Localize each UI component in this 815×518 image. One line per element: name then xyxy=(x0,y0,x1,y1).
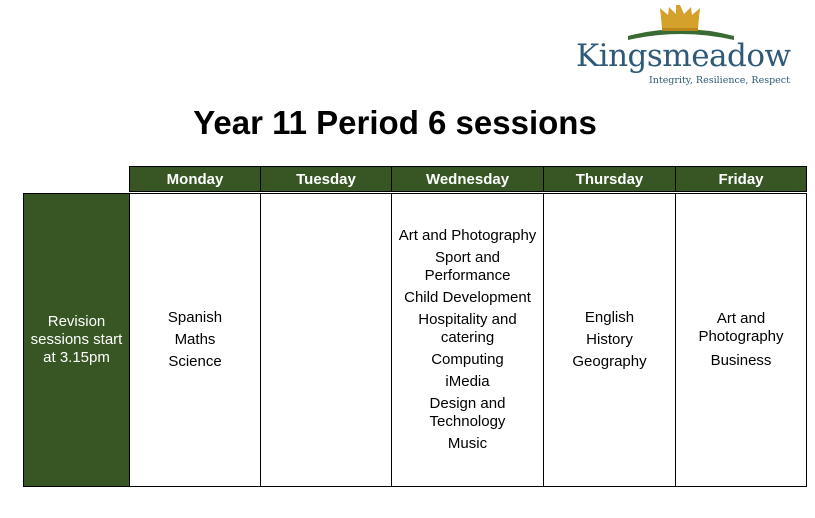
row-label: Revision sessions start at 3.15pm xyxy=(23,193,130,487)
cell-thursday xyxy=(543,193,676,487)
subject-item: Spanish xyxy=(167,309,223,326)
subject-item: Sport and Performance xyxy=(424,249,511,284)
subject-item: Science xyxy=(168,353,222,370)
cell-monday xyxy=(129,193,261,487)
header-friday: Friday xyxy=(675,166,807,192)
subject-item: iMedia xyxy=(445,373,490,390)
logo-tagline: Integrity, Resilience, Respect xyxy=(649,75,790,86)
subject-item: Business xyxy=(710,352,772,369)
header-tuesday: Tuesday xyxy=(260,166,392,192)
subject-item: Geography xyxy=(572,353,647,370)
subject-item: Art and Photography xyxy=(398,227,537,244)
subject-item: Child Development xyxy=(404,289,531,306)
page-title: Year 11 Period 6 sessions xyxy=(193,104,597,141)
subject-item: English xyxy=(584,309,635,326)
subject-item: History xyxy=(586,331,633,348)
subject-item: Art and Photography xyxy=(698,310,784,345)
cell-tuesday xyxy=(260,193,392,487)
subject-item: Design and Technology xyxy=(429,395,506,430)
header-thursday: Thursday xyxy=(543,166,676,192)
header-wednesday: Wednesday xyxy=(391,166,544,192)
subject-item: Computing xyxy=(431,351,504,368)
school-logo xyxy=(576,4,801,88)
subject-item: Maths xyxy=(174,331,216,348)
subject-item: Music xyxy=(447,435,488,452)
subject-item: Hospitality and catering xyxy=(418,311,517,346)
header-monday: Monday xyxy=(129,166,261,192)
cell-wednesday xyxy=(391,193,544,487)
cell-friday xyxy=(675,193,807,487)
logo-wordmark: Kingsmeadow xyxy=(576,38,791,74)
